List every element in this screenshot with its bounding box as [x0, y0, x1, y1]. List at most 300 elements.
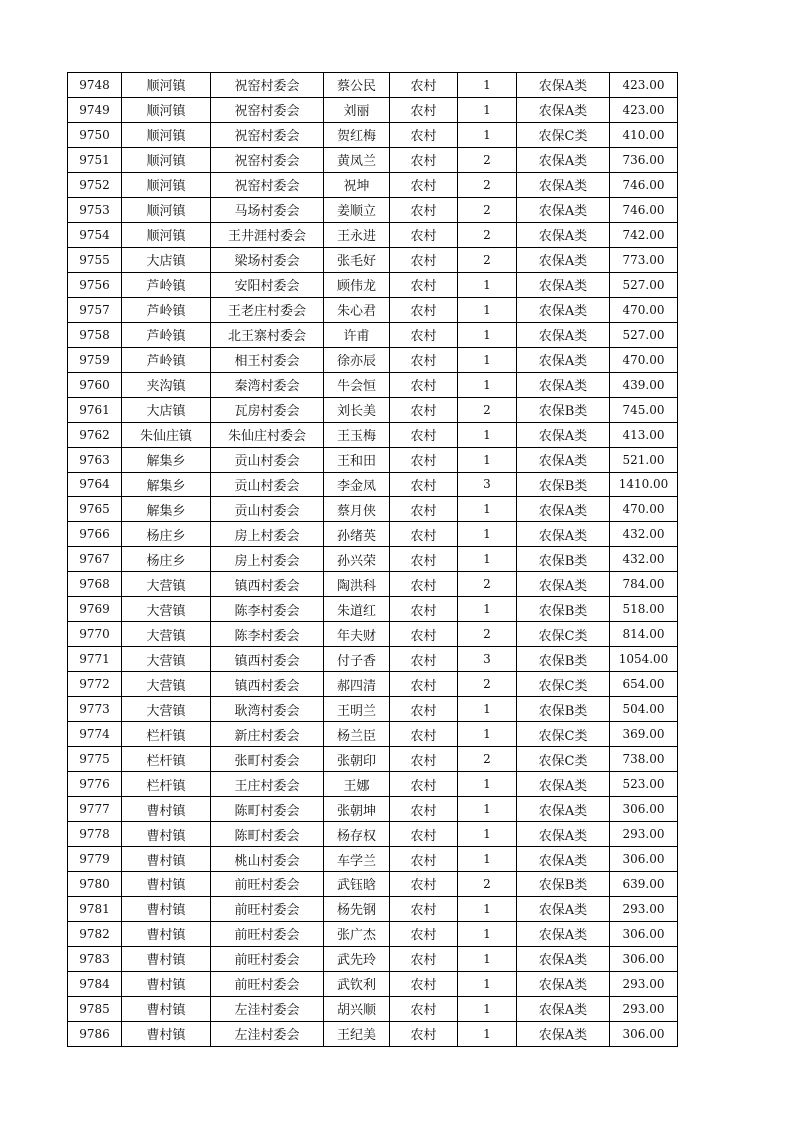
village-committee-cell: 祝窑村委会 [211, 172, 324, 197]
table-row [68, 847, 678, 872]
insurance-category-cell: 农保B类 [517, 397, 610, 422]
table-row [68, 547, 678, 572]
household-count-cell: 2 [458, 872, 517, 897]
village-committee-cell: 相王村委会 [211, 347, 324, 372]
row-number-cell: 9770 [68, 622, 122, 647]
town-cell: 栏杆镇 [122, 747, 211, 772]
area-type-cell: 农村 [390, 197, 458, 222]
area-type-cell: 农村 [390, 697, 458, 722]
household-count-cell: 1 [458, 547, 517, 572]
town-cell: 栏杆镇 [122, 722, 211, 747]
insurance-category-cell: 农保A类 [517, 822, 610, 847]
area-type-cell: 农村 [390, 672, 458, 697]
amount-cell: 784.00 [610, 572, 678, 597]
row-number-cell: 9766 [68, 522, 122, 547]
amount-cell: 521.00 [610, 447, 678, 472]
table-row [68, 722, 678, 747]
town-cell: 朱仙庄镇 [122, 422, 211, 447]
village-committee-cell: 陈町村委会 [211, 797, 324, 822]
area-type-cell: 农村 [390, 372, 458, 397]
area-type-cell: 农村 [390, 497, 458, 522]
table-row [68, 97, 678, 122]
insurance-category-cell: 农保B类 [517, 697, 610, 722]
household-count-cell: 1 [458, 996, 517, 1021]
town-cell: 栏杆镇 [122, 772, 211, 797]
row-number-cell: 9760 [68, 372, 122, 397]
person-name-cell: 顾伟龙 [324, 272, 390, 297]
insurance-category-cell: 农保C类 [517, 672, 610, 697]
person-name-cell: 蔡公民 [324, 73, 390, 98]
area-type-cell: 农村 [390, 547, 458, 572]
person-name-cell: 郝四清 [324, 672, 390, 697]
person-name-cell: 李金凤 [324, 472, 390, 497]
table-row [68, 447, 678, 472]
area-type-cell: 农村 [390, 971, 458, 996]
row-number-cell: 9764 [68, 472, 122, 497]
area-type-cell: 农村 [390, 322, 458, 347]
insurance-category-cell: 农保A类 [517, 847, 610, 872]
area-type-cell: 农村 [390, 872, 458, 897]
person-name-cell: 张朝印 [324, 747, 390, 772]
household-count-cell: 1 [458, 971, 517, 996]
town-cell: 夹沟镇 [122, 372, 211, 397]
village-committee-cell: 左洼村委会 [211, 1021, 324, 1046]
household-count-cell: 2 [458, 622, 517, 647]
town-cell: 曹村镇 [122, 971, 211, 996]
household-count-cell: 1 [458, 822, 517, 847]
household-count-cell: 1 [458, 697, 517, 722]
town-cell: 杨庄乡 [122, 522, 211, 547]
row-number-cell: 9773 [68, 697, 122, 722]
person-name-cell: 张毛好 [324, 247, 390, 272]
area-type-cell: 农村 [390, 647, 458, 672]
household-count-cell: 3 [458, 472, 517, 497]
table-row [68, 497, 678, 522]
household-count-cell: 1 [458, 122, 517, 147]
row-number-cell: 9761 [68, 397, 122, 422]
row-number-cell: 9782 [68, 921, 122, 946]
person-name-cell: 王和田 [324, 447, 390, 472]
table-row [68, 322, 678, 347]
village-committee-cell: 左洼村委会 [211, 996, 324, 1021]
insurance-category-cell: 农保B类 [517, 647, 610, 672]
insurance-category-cell: 农保A类 [517, 97, 610, 122]
table-row [68, 472, 678, 497]
town-cell: 顺河镇 [122, 197, 211, 222]
amount-cell: 742.00 [610, 222, 678, 247]
person-name-cell: 朱心君 [324, 297, 390, 322]
person-name-cell: 王明兰 [324, 697, 390, 722]
town-cell: 曹村镇 [122, 921, 211, 946]
area-type-cell: 农村 [390, 73, 458, 98]
table-row [68, 622, 678, 647]
town-cell: 大营镇 [122, 622, 211, 647]
household-count-cell: 1 [458, 97, 517, 122]
person-name-cell: 贺红梅 [324, 122, 390, 147]
village-committee-cell: 王井涯村委会 [211, 222, 324, 247]
insurance-category-cell: 农保C类 [517, 747, 610, 772]
insurance-category-cell: 农保B类 [517, 872, 610, 897]
amount-cell: 746.00 [610, 197, 678, 222]
household-count-cell: 2 [458, 672, 517, 697]
amount-cell: 306.00 [610, 921, 678, 946]
person-name-cell: 黄凤兰 [324, 147, 390, 172]
person-name-cell: 王纪美 [324, 1021, 390, 1046]
town-cell: 解集乡 [122, 472, 211, 497]
village-committee-cell: 张町村委会 [211, 747, 324, 772]
row-number-cell: 9774 [68, 722, 122, 747]
row-number-cell: 9775 [68, 747, 122, 772]
person-name-cell: 武钰晗 [324, 872, 390, 897]
row-number-cell: 9754 [68, 222, 122, 247]
village-committee-cell: 贡山村委会 [211, 497, 324, 522]
table-body [68, 73, 678, 1047]
town-cell: 杨庄乡 [122, 547, 211, 572]
row-number-cell: 9778 [68, 822, 122, 847]
amount-cell: 736.00 [610, 147, 678, 172]
amount-cell: 527.00 [610, 322, 678, 347]
household-count-cell: 2 [458, 397, 517, 422]
household-count-cell: 1 [458, 921, 517, 946]
village-committee-cell: 祝窑村委会 [211, 122, 324, 147]
table-row [68, 597, 678, 622]
row-number-cell: 9772 [68, 672, 122, 697]
town-cell: 芦岭镇 [122, 297, 211, 322]
person-name-cell: 牛会恒 [324, 372, 390, 397]
amount-cell: 504.00 [610, 697, 678, 722]
insurance-category-cell: 农保A类 [517, 372, 610, 397]
insurance-category-cell: 农保C类 [517, 622, 610, 647]
area-type-cell: 农村 [390, 347, 458, 372]
table-row [68, 672, 678, 697]
person-name-cell: 年夫财 [324, 622, 390, 647]
amount-cell: 746.00 [610, 172, 678, 197]
insurance-category-cell: 农保B类 [517, 597, 610, 622]
amount-cell: 745.00 [610, 397, 678, 422]
town-cell: 曹村镇 [122, 896, 211, 921]
household-count-cell: 1 [458, 322, 517, 347]
area-type-cell: 农村 [390, 946, 458, 971]
row-number-cell: 9784 [68, 971, 122, 996]
amount-cell: 527.00 [610, 272, 678, 297]
village-committee-cell: 秦湾村委会 [211, 372, 324, 397]
area-type-cell: 农村 [390, 772, 458, 797]
amount-cell: 814.00 [610, 622, 678, 647]
area-type-cell: 农村 [390, 447, 458, 472]
row-number-cell: 9768 [68, 572, 122, 597]
area-type-cell: 农村 [390, 921, 458, 946]
person-name-cell: 张朝坤 [324, 797, 390, 822]
row-number-cell: 9765 [68, 497, 122, 522]
table-row [68, 347, 678, 372]
insurance-category-cell: 农保A类 [517, 497, 610, 522]
person-name-cell: 祝坤 [324, 172, 390, 197]
area-type-cell: 农村 [390, 222, 458, 247]
row-number-cell: 9762 [68, 422, 122, 447]
amount-cell: 654.00 [610, 672, 678, 697]
household-count-cell: 1 [458, 1021, 517, 1046]
row-number-cell: 9749 [68, 97, 122, 122]
row-number-cell: 9748 [68, 73, 122, 98]
household-count-cell: 1 [458, 73, 517, 98]
village-committee-cell: 桃山村委会 [211, 847, 324, 872]
household-count-cell: 2 [458, 147, 517, 172]
household-count-cell: 1 [458, 522, 517, 547]
row-number-cell: 9757 [68, 297, 122, 322]
household-count-cell: 2 [458, 197, 517, 222]
person-name-cell: 陶洪科 [324, 572, 390, 597]
insurance-category-cell: 农保C类 [517, 122, 610, 147]
row-number-cell: 9779 [68, 847, 122, 872]
household-count-cell: 2 [458, 172, 517, 197]
insurance-category-cell: 农保B类 [517, 547, 610, 572]
table-row [68, 921, 678, 946]
household-count-cell: 3 [458, 647, 517, 672]
row-number-cell: 9783 [68, 946, 122, 971]
amount-cell: 410.00 [610, 122, 678, 147]
area-type-cell: 农村 [390, 122, 458, 147]
row-number-cell: 9786 [68, 1021, 122, 1046]
area-type-cell: 农村 [390, 797, 458, 822]
amount-cell: 293.00 [610, 971, 678, 996]
table-row [68, 1021, 678, 1046]
village-committee-cell: 王老庄村委会 [211, 297, 324, 322]
table-row [68, 822, 678, 847]
row-number-cell: 9755 [68, 247, 122, 272]
table-row [68, 872, 678, 897]
insurance-category-cell: 农保A类 [517, 522, 610, 547]
insurance-category-cell: 农保B类 [517, 472, 610, 497]
table-row [68, 247, 678, 272]
area-type-cell: 农村 [390, 422, 458, 447]
town-cell: 顺河镇 [122, 172, 211, 197]
household-count-cell: 1 [458, 847, 517, 872]
town-cell: 顺河镇 [122, 122, 211, 147]
person-name-cell: 杨存权 [324, 822, 390, 847]
town-cell: 曹村镇 [122, 797, 211, 822]
person-name-cell: 付子香 [324, 647, 390, 672]
amount-cell: 470.00 [610, 297, 678, 322]
person-name-cell: 蔡月侠 [324, 497, 390, 522]
table-row [68, 397, 678, 422]
person-name-cell: 胡兴顺 [324, 996, 390, 1021]
amount-cell: 1054.00 [610, 647, 678, 672]
village-committee-cell: 镇西村委会 [211, 647, 324, 672]
household-count-cell: 1 [458, 272, 517, 297]
town-cell: 曹村镇 [122, 1021, 211, 1046]
town-cell: 曹村镇 [122, 847, 211, 872]
town-cell: 芦岭镇 [122, 322, 211, 347]
town-cell: 大营镇 [122, 597, 211, 622]
household-count-cell: 1 [458, 422, 517, 447]
insurance-category-cell: 农保A类 [517, 73, 610, 98]
household-count-cell: 1 [458, 497, 517, 522]
person-name-cell: 朱道红 [324, 597, 390, 622]
table-row [68, 73, 678, 98]
table-row [68, 297, 678, 322]
table-row [68, 147, 678, 172]
row-number-cell: 9777 [68, 797, 122, 822]
row-number-cell: 9752 [68, 172, 122, 197]
town-cell: 芦岭镇 [122, 272, 211, 297]
village-committee-cell: 梁场村委会 [211, 247, 324, 272]
person-name-cell: 杨先钢 [324, 896, 390, 921]
amount-cell: 639.00 [610, 872, 678, 897]
town-cell: 大营镇 [122, 572, 211, 597]
insurance-category-cell: 农保A类 [517, 447, 610, 472]
household-count-cell: 1 [458, 347, 517, 372]
household-count-cell: 1 [458, 896, 517, 921]
amount-cell: 523.00 [610, 772, 678, 797]
table-row [68, 996, 678, 1021]
village-committee-cell: 房上村委会 [211, 547, 324, 572]
table-row [68, 272, 678, 297]
amount-cell: 293.00 [610, 822, 678, 847]
table-row [68, 522, 678, 547]
area-type-cell: 农村 [390, 147, 458, 172]
row-number-cell: 9758 [68, 322, 122, 347]
village-committee-cell: 陈李村委会 [211, 597, 324, 622]
table-row [68, 647, 678, 672]
town-cell: 大店镇 [122, 247, 211, 272]
household-count-cell: 1 [458, 946, 517, 971]
table-row [68, 572, 678, 597]
village-committee-cell: 贡山村委会 [211, 447, 324, 472]
insurance-category-cell: 农保A类 [517, 772, 610, 797]
amount-cell: 423.00 [610, 97, 678, 122]
village-committee-cell: 镇西村委会 [211, 572, 324, 597]
person-name-cell: 姜顺立 [324, 197, 390, 222]
insurance-category-cell: 农保A类 [517, 247, 610, 272]
row-number-cell: 9750 [68, 122, 122, 147]
area-type-cell: 农村 [390, 622, 458, 647]
town-cell: 曹村镇 [122, 822, 211, 847]
table-row [68, 946, 678, 971]
village-committee-cell: 房上村委会 [211, 522, 324, 547]
amount-cell: 306.00 [610, 1021, 678, 1046]
household-count-cell: 1 [458, 772, 517, 797]
village-committee-cell: 前旺村委会 [211, 896, 324, 921]
amount-cell: 432.00 [610, 522, 678, 547]
insurance-category-cell: 农保A类 [517, 272, 610, 297]
insurance-category-cell: 农保A类 [517, 572, 610, 597]
village-committee-cell: 瓦房村委会 [211, 397, 324, 422]
insurance-category-cell: 农保A类 [517, 422, 610, 447]
village-committee-cell: 耿湾村委会 [211, 697, 324, 722]
village-committee-cell: 前旺村委会 [211, 971, 324, 996]
person-name-cell: 王永进 [324, 222, 390, 247]
household-count-cell: 1 [458, 597, 517, 622]
row-number-cell: 9769 [68, 597, 122, 622]
area-type-cell: 农村 [390, 97, 458, 122]
insurance-category-cell: 农保A类 [517, 971, 610, 996]
table-row [68, 422, 678, 447]
insurance-category-cell: 农保A类 [517, 797, 610, 822]
town-cell: 大营镇 [122, 672, 211, 697]
row-number-cell: 9751 [68, 147, 122, 172]
row-number-cell: 9767 [68, 547, 122, 572]
amount-cell: 306.00 [610, 797, 678, 822]
insurance-category-cell: 农保A类 [517, 172, 610, 197]
village-committee-cell: 马场村委会 [211, 197, 324, 222]
amount-cell: 306.00 [610, 946, 678, 971]
insurance-category-cell: 农保A类 [517, 896, 610, 921]
amount-cell: 470.00 [610, 497, 678, 522]
amount-cell: 293.00 [610, 996, 678, 1021]
town-cell: 曹村镇 [122, 946, 211, 971]
table-row [68, 372, 678, 397]
table-row [68, 971, 678, 996]
household-count-cell: 1 [458, 797, 517, 822]
area-type-cell: 农村 [390, 172, 458, 197]
table-row [68, 896, 678, 921]
village-committee-cell: 前旺村委会 [211, 872, 324, 897]
area-type-cell: 农村 [390, 247, 458, 272]
household-count-cell: 1 [458, 722, 517, 747]
amount-cell: 413.00 [610, 422, 678, 447]
area-type-cell: 农村 [390, 297, 458, 322]
person-name-cell: 孙绪英 [324, 522, 390, 547]
table-row [68, 197, 678, 222]
village-committee-cell: 贡山村委会 [211, 472, 324, 497]
amount-cell: 293.00 [610, 896, 678, 921]
table-row [68, 172, 678, 197]
town-cell: 大营镇 [122, 697, 211, 722]
area-type-cell: 农村 [390, 747, 458, 772]
amount-cell: 518.00 [610, 597, 678, 622]
household-count-cell: 2 [458, 747, 517, 772]
table-row [68, 772, 678, 797]
town-cell: 解集乡 [122, 497, 211, 522]
village-committee-cell: 前旺村委会 [211, 946, 324, 971]
insurance-category-cell: 农保A类 [517, 222, 610, 247]
insurance-category-cell: 农保C类 [517, 722, 610, 747]
table-row [68, 747, 678, 772]
person-name-cell: 武钦利 [324, 971, 390, 996]
village-committee-cell: 北王寨村委会 [211, 322, 324, 347]
row-number-cell: 9780 [68, 872, 122, 897]
village-committee-cell: 朱仙庄村委会 [211, 422, 324, 447]
town-cell: 大营镇 [122, 647, 211, 672]
town-cell: 大店镇 [122, 397, 211, 422]
person-name-cell: 刘丽 [324, 97, 390, 122]
town-cell: 顺河镇 [122, 222, 211, 247]
amount-cell: 432.00 [610, 547, 678, 572]
household-count-cell: 1 [458, 372, 517, 397]
table-row [68, 797, 678, 822]
person-name-cell: 武先玲 [324, 946, 390, 971]
data-table [67, 72, 678, 1047]
person-name-cell: 车学兰 [324, 847, 390, 872]
village-committee-cell: 祝窑村委会 [211, 73, 324, 98]
area-type-cell: 农村 [390, 522, 458, 547]
insurance-category-cell: 农保A类 [517, 996, 610, 1021]
amount-cell: 423.00 [610, 73, 678, 98]
table-row [68, 122, 678, 147]
household-count-cell: 1 [458, 297, 517, 322]
household-count-cell: 2 [458, 247, 517, 272]
row-number-cell: 9781 [68, 896, 122, 921]
town-cell: 曹村镇 [122, 996, 211, 1021]
person-name-cell: 许甫 [324, 322, 390, 347]
town-cell: 解集乡 [122, 447, 211, 472]
town-cell: 顺河镇 [122, 97, 211, 122]
village-committee-cell: 镇西村委会 [211, 672, 324, 697]
area-type-cell: 农村 [390, 597, 458, 622]
town-cell: 顺河镇 [122, 147, 211, 172]
amount-cell: 439.00 [610, 372, 678, 397]
insurance-category-cell: 农保A类 [517, 197, 610, 222]
